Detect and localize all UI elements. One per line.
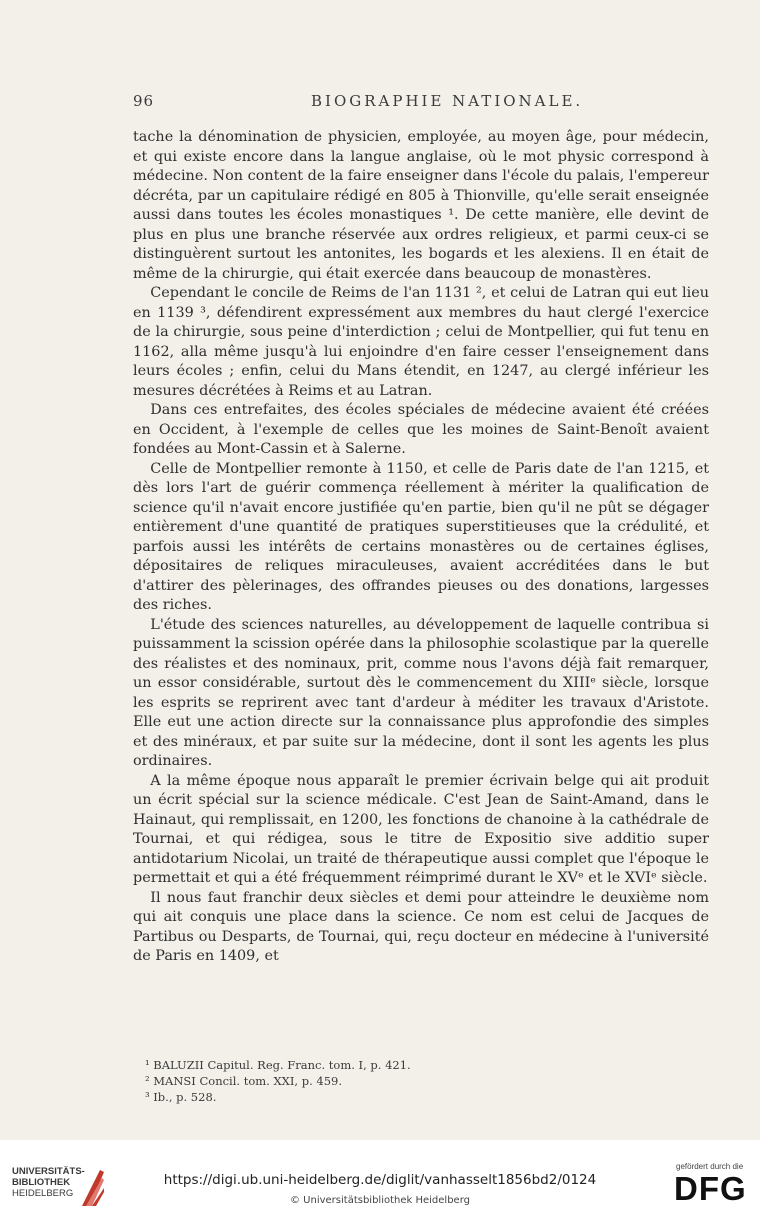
footnotes [145,1057,565,1105]
dfg-logo: DFG [674,1170,747,1207]
copyright-notice: © Universitätsbibliothek Heidelberg [289,1195,470,1206]
library-logo-text: UNIVERSITÄTS- BIBLIOTHEK HEIDELBERG [12,1166,85,1199]
paragraph: A la même époque nous apparaît le premier écrivain belge qui ait produit un écrit spécial sur la science médicale. C'est Jean de Saint-Amand, dans le Hainaut, qui remplissait, en 1200, les fonctions de chanoine à la cathédrale de Tournai, et qui rédigea, sous le titre de Expositio sive additio super antidotarium Nicolai, un traité de thérapeutique aussi complet que l'époque le permettait et qui a été fréquemment réimprimé durant le XVᵉ et le XVIᵉ siècle. [133,772,709,886]
funder-caption: gefördert durch die [676,1162,744,1171]
paragraph: L'étude des sciences naturelles, au développement de laquelle contribua si puissamment la scission opérée dans la philosophie scolastique par la querelle des réalistes et des nominaux, prit, comme nous l'avons déjà fait remarquer, un essor considérable, surtout dès le commencement du XIIIᵉ siècle, lorsque les esprits se reprirent avec tant d'ardeur à méditer les travaux d'Aristote. Elle eut une action directe sur la connaissance plus approfondie des simples et des minéraux, et par suite sur la médecine, dont il sont les agents les plus ordinaires. [133,616,709,769]
paragraph: tache la dénomination de physicien, employée, au moyen âge, pour médecin, et qui existe encore dans la langue anglaise, où le mot physic correspond à médecine. Non content de la faire enseigner dans l'école du palais, l'empereur décréta, par un capitulaire rédigé en 805 à Thionville, qu'elle serait enseignée aussi dans toutes les écoles monastiques ¹. De cette manière, elle devint de plus en plus une branche réservée aux ordres religieux, et parmi ceux-ci se distinguèrent surtout les antonites, les bogards et les alexiens. Il en était de même de la chirurgie, qui était exercée dans beaucoup de monastères. [133,129,709,282]
paragraph: Cependant le concile de Reims de l'an 1131 ², et celui de Latran qui eut lieu en 1139 ³, défendirent expressément aux membres du haut clergé l'exercice de la chirurgie, sous peine d'interdiction ; celui de Montpellier, qui fut tenu en 1162, alla même jusqu'à lui enjoindre d'en faire cesser l'enseignement dans leurs écoles ; enfin, celui du Mans étendit, en 1247, au clergé inférieur les mesures décrétées à Reims et au Latran. [133,285,709,399]
page-number: 96 [133,92,155,110]
running-title: BIOGRAPHIE NATIONALE. [311,92,584,110]
footnote: ³ Ib., p. 528. [145,1090,217,1104]
footnote: ² MANSI Concil. tom. XXI, p. 459. [145,1074,342,1088]
library-logo-icon [80,1166,106,1208]
body-text [133,128,709,967]
permalink-url[interactable]: https://digi.ub.uni-heidelberg.de/diglit/vanhasselt1856bd2/0124 [163,1172,597,1188]
paragraph: Celle de Montpellier remonte à 1150, et celle de Paris date de l'an 1215, et dès lors l'art de guérir commença réellement à mériter la qualification de science qu'il n'avait encore justifiée qu'en partie, bien qu'il ne pût se dégager entièrement d'une quantité de pratiques superstitieuses que la crédulité, et parfois aussi les intérêts de certains monastères ou de certaines églises, dépositaires de reliques miraculeuses, avaient accréditées dans le but d'attirer des pèlerinages, des offrandes pieuses ou des donations, largesses des riches. [133,460,709,613]
paragraph: Dans ces entrefaites, des écoles spéciales de médecine avaient été créées en Occident, à l'exemple de celles que les moines de Saint-Benoît avaient fondées au Mont-Cassin et à Salerne. [133,402,709,457]
footnote: ¹ BALUZII Capitul. Reg. Franc. tom. I, p. 421. [145,1058,411,1072]
page-header [133,92,709,112]
paragraph: Il nous faut franchir deux siècles et demi pour atteindre le deuxième nom qui ait conquis une place dans la science. Ce nom est celui de Jacques de Partibus ou Desparts, de Tournai, qui, reçu docteur en médecine à l'université de Paris en 1409, et [133,889,709,964]
